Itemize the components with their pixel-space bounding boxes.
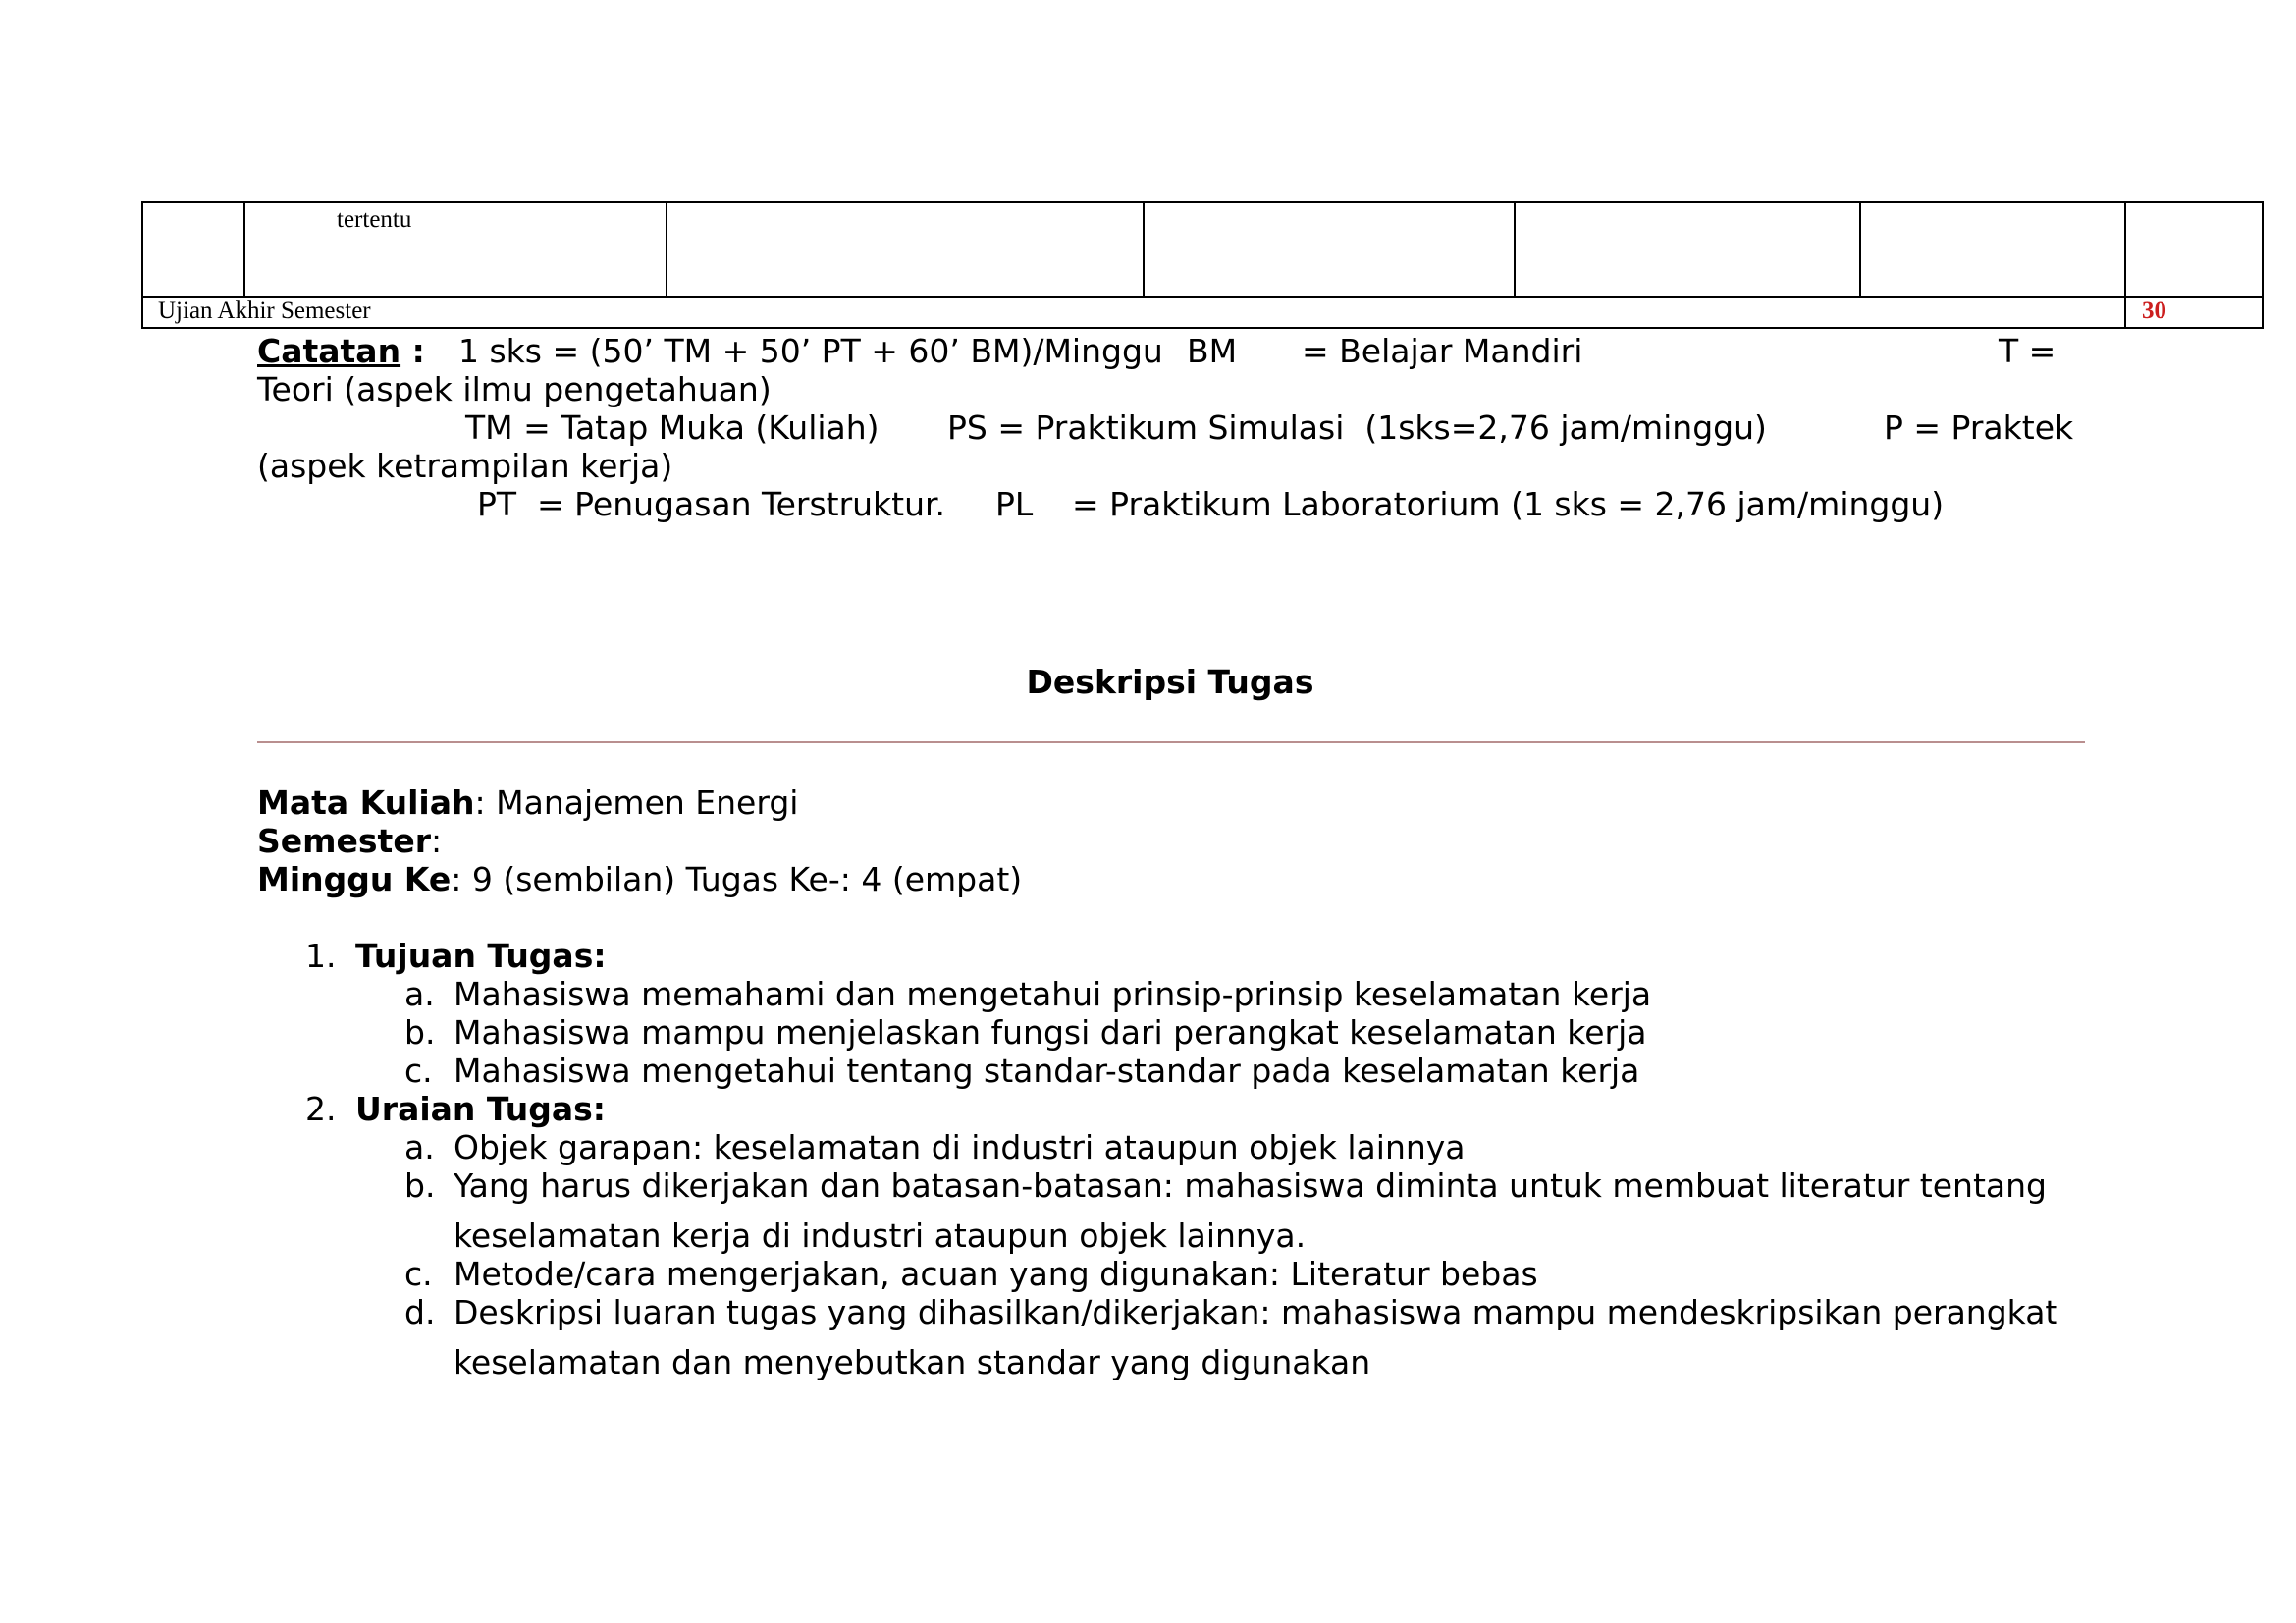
mata-kuliah-line — [257, 784, 798, 822]
catatan-label: Catatan — [257, 332, 401, 370]
list-item-letter: b. — [404, 1013, 436, 1052]
minggu-line — [257, 861, 1022, 898]
catatan-t-definition: Teori (aspek ilmu pengetahuan) — [257, 370, 772, 408]
list-item-letter: a. — [404, 1128, 435, 1166]
catatan-bm-definition: = Belajar Mandiri — [1302, 332, 1583, 370]
mata-kuliah-label: Mata Kuliah — [257, 784, 475, 822]
list-item: Mahasiswa mampu menjelaskan fungsi dari perangkat keselamatan kerja — [454, 1013, 1647, 1052]
semester-label: Semester — [257, 822, 431, 860]
section-title-uraian: Uraian Tugas: — [355, 1090, 607, 1128]
minggu-label: Minggu Ke — [257, 860, 452, 898]
mata-kuliah-value: : Manajemen Energi — [474, 784, 799, 822]
table-cell — [667, 202, 1144, 297]
divider — [257, 741, 2085, 743]
section-number: 1. — [305, 937, 337, 975]
table-cell — [2125, 297, 2263, 328]
list-item-continuation: keselamatan dan menyebutkan standar yang digunakan — [454, 1343, 1371, 1381]
catatan-p-abbrev: P = Praktek — [1884, 408, 2074, 447]
minggu-value: : 9 (sembilan) Tugas Ke-: 4 (empat) — [451, 860, 1023, 898]
catatan-colon: : — [411, 332, 425, 370]
table-row — [142, 297, 2263, 328]
list-item-letter: c. — [404, 1255, 433, 1293]
list-item: Metode/cara mengerjakan, acuan yang digunakan: Literatur bebas — [454, 1255, 1538, 1293]
list-item-letter: b. — [404, 1166, 436, 1205]
list-item: Mahasiswa mengetahui tentang standar-standar pada keselamatan kerja — [454, 1052, 1640, 1090]
semester-line — [257, 823, 442, 860]
list-item-letter: c. — [404, 1052, 433, 1090]
table-cell — [2125, 202, 2263, 297]
page-title: Deskripsi Tugas — [1026, 663, 1314, 701]
uas-score: 30 — [2142, 298, 2166, 324]
catatan-ps-definition: PS = Praktikum Simulasi (1sks=2,76 jam/minggu) — [947, 408, 1767, 447]
list-item: Deskripsi luaran tugas yang dihasilkan/dikerjakan: mahasiswa mampu mendeskripsikan perangkat — [454, 1293, 2058, 1331]
assessment-table — [141, 201, 2264, 329]
catatan-heading — [257, 333, 425, 370]
table-row — [142, 202, 2263, 297]
cell-tertentu: tertentu — [337, 206, 412, 233]
table-cell — [142, 202, 244, 297]
list-item: Mahasiswa memahami dan mengetahui prinsip-prinsip keselamatan kerja — [454, 975, 1652, 1013]
section-number: 2. — [305, 1090, 337, 1128]
table-cell — [244, 202, 667, 297]
table-cell — [1515, 202, 1860, 297]
catatan-tm-definition: TM = Tatap Muka (Kuliah) — [465, 408, 880, 447]
catatan-p-definition: (aspek ketrampilan kerja) — [257, 447, 673, 485]
table-cell — [1144, 202, 1515, 297]
list-item-letter: d. — [404, 1293, 436, 1331]
list-item: Yang harus dikerjakan dan batasan-batasan: mahasiswa diminta untuk membuat literatur tentang — [454, 1166, 2047, 1205]
table-cell — [1860, 202, 2125, 297]
catatan-pt-definition: PT = Penugasan Terstruktur. — [477, 485, 946, 523]
semester-value: : — [431, 822, 443, 860]
list-item: Objek garapan: keselamatan di industri ataupun objek lainnya — [454, 1128, 1466, 1166]
catatan-bm-abbrev: BM — [1187, 332, 1238, 370]
catatan-sks-definition: 1 sks = (50’ TM + 50’ PT + 60’ BM)/Minggu — [458, 332, 1163, 370]
list-item-continuation: keselamatan kerja di industri ataupun objek lainnya. — [454, 1217, 1307, 1255]
catatan-pl-definition: = Praktikum Laboratorium (1 sks = 2,76 jam/minggu) — [1072, 485, 1945, 523]
table-cell — [142, 297, 2125, 328]
catatan-t-abbrev: T = — [1999, 332, 2056, 370]
section-title-tujuan: Tujuan Tugas: — [355, 937, 607, 975]
list-item-letter: a. — [404, 975, 435, 1013]
uas-label: Ujian Akhir Semester — [158, 298, 371, 324]
catatan-pl-abbrev: PL — [995, 485, 1034, 523]
